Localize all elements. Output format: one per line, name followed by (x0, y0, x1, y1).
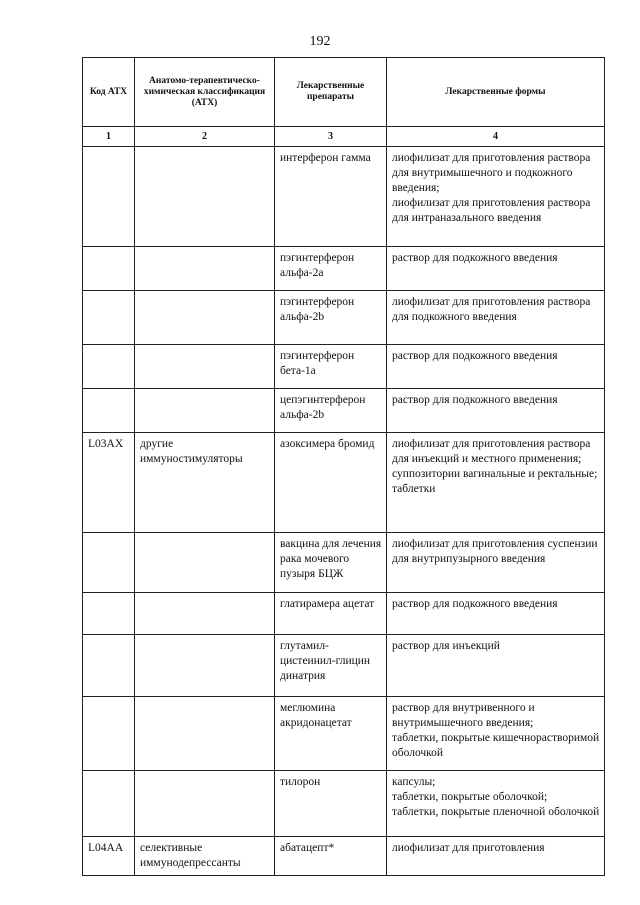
dosage-form-line: таблетки, покрытые кишечнорастворимой оболочкой (392, 732, 600, 759)
header-code: Код АТХ (83, 58, 135, 127)
dosage-form-line: лиофилизат для приготовления раствора для внутримышечного и подкожного введения; (392, 152, 591, 194)
header-row (83, 58, 605, 127)
table-row (83, 433, 605, 533)
classification-cell (135, 247, 275, 291)
drug-name-cell: пэгинтерферон альфа-2a (275, 247, 387, 291)
atc-code-cell (83, 291, 135, 345)
dosage-form-line: лиофилизат для приготовления суспензии для внутрипузырного введения (392, 538, 598, 565)
dosage-forms-cell (387, 593, 605, 635)
drug-name-cell: глутамил-цистеинил-глицин динатрия (275, 635, 387, 697)
classification-cell (135, 697, 275, 771)
classification-cell (135, 593, 275, 635)
header-classification: Анатомо-терапевтическо-химическая классификация (АТХ) (135, 58, 275, 127)
dosage-form-line: лиофилизат для приготовления раствора для подкожного введения (392, 296, 591, 323)
table-row (83, 593, 605, 635)
dosage-forms-cell (387, 771, 605, 837)
dosage-form-line: раствор для подкожного введения (392, 252, 558, 264)
classification-cell: селективные иммунодепрессанты (135, 837, 275, 876)
dosage-forms-cell (387, 533, 605, 593)
classification-cell (135, 147, 275, 247)
dosage-form-line: раствор для внутривенного и внутримышечного введения; (392, 702, 535, 729)
dosage-forms-cell (387, 389, 605, 433)
dosage-form-line: раствор для инъекций (392, 640, 500, 652)
column-number-row (83, 127, 605, 147)
drug-name-cell: глатирамера ацетат (275, 593, 387, 635)
dosage-form-line: таблетки, покрытые пленочной оболочкой (392, 806, 600, 818)
classification-cell: другие иммуностимуляторы (135, 433, 275, 533)
drug-name-cell: тилорон (275, 771, 387, 837)
dosage-form-line: капсулы; (392, 776, 436, 788)
drug-name-cell: вакцина для лечения рака мочевого пузыря БЦЖ (275, 533, 387, 593)
table-row (83, 533, 605, 593)
classification-cell (135, 345, 275, 389)
dosage-forms-cell (387, 837, 605, 876)
atc-code-cell (83, 389, 135, 433)
drug-name-cell: интерферон гамма (275, 147, 387, 247)
atc-code-cell: L03AX (83, 433, 135, 533)
drug-name-cell: цепэгинтерферон альфа-2b (275, 389, 387, 433)
dosage-form-line: лиофилизат для приготовления раствора для интраназального введения (392, 197, 591, 224)
table-row (83, 771, 605, 837)
dosage-form-line: лиофилизат для приготовления (392, 842, 545, 854)
drug-name-cell: азоксимера бромид (275, 433, 387, 533)
atc-code-cell (83, 593, 135, 635)
table-row (83, 389, 605, 433)
dosage-form-line: раствор для подкожного введения (392, 350, 558, 362)
classification-cell (135, 635, 275, 697)
drug-name-cell: меглюмина акридонацетат (275, 697, 387, 771)
classification-cell (135, 771, 275, 837)
page-number: 192 (309, 34, 331, 49)
atc-code-cell (83, 533, 135, 593)
drug-name-cell: абатацепт* (275, 837, 387, 876)
dosage-forms-cell (387, 147, 605, 247)
column-number: 1 (83, 127, 135, 147)
table-row (83, 837, 605, 876)
header-forms: Лекарственные формы (387, 58, 605, 127)
dosage-forms-cell (387, 247, 605, 291)
dosage-form-line: таблетки (392, 483, 436, 495)
table-row (83, 345, 605, 389)
header-drugs: Лекарственные препараты (275, 58, 387, 127)
column-number: 4 (387, 127, 605, 147)
atc-code-cell: L04AA (83, 837, 135, 876)
atc-code-cell (83, 771, 135, 837)
dosage-forms-cell (387, 291, 605, 345)
table-row (83, 697, 605, 771)
table-row (83, 635, 605, 697)
table-row (83, 147, 605, 247)
drug-name-cell: пэгинтерферон бета-1a (275, 345, 387, 389)
drug-name-cell: пэгинтерферон альфа-2b (275, 291, 387, 345)
dosage-form-line: раствор для подкожного введения (392, 394, 558, 406)
dosage-form-line: раствор для подкожного введения (392, 598, 558, 610)
drug-table (82, 57, 605, 876)
table-row (83, 291, 605, 345)
dosage-forms-cell (387, 635, 605, 697)
table-body (83, 147, 605, 876)
column-number: 2 (135, 127, 275, 147)
atc-code-cell (83, 147, 135, 247)
atc-code-cell (83, 345, 135, 389)
classification-cell (135, 389, 275, 433)
table-row (83, 247, 605, 291)
atc-code-cell (83, 635, 135, 697)
atc-code-cell (83, 247, 135, 291)
dosage-form-line: таблетки, покрытые оболочкой; (392, 791, 548, 803)
dosage-form-line: суппозитории вагинальные и ректальные; (392, 468, 598, 480)
dosage-forms-cell (387, 345, 605, 389)
atc-code-cell (83, 697, 135, 771)
dosage-form-line: лиофилизат для приготовления раствора для инъекций и местного применения; (392, 438, 591, 465)
dosage-forms-cell (387, 697, 605, 771)
column-number: 3 (275, 127, 387, 147)
classification-cell (135, 533, 275, 593)
classification-cell (135, 291, 275, 345)
dosage-forms-cell (387, 433, 605, 533)
